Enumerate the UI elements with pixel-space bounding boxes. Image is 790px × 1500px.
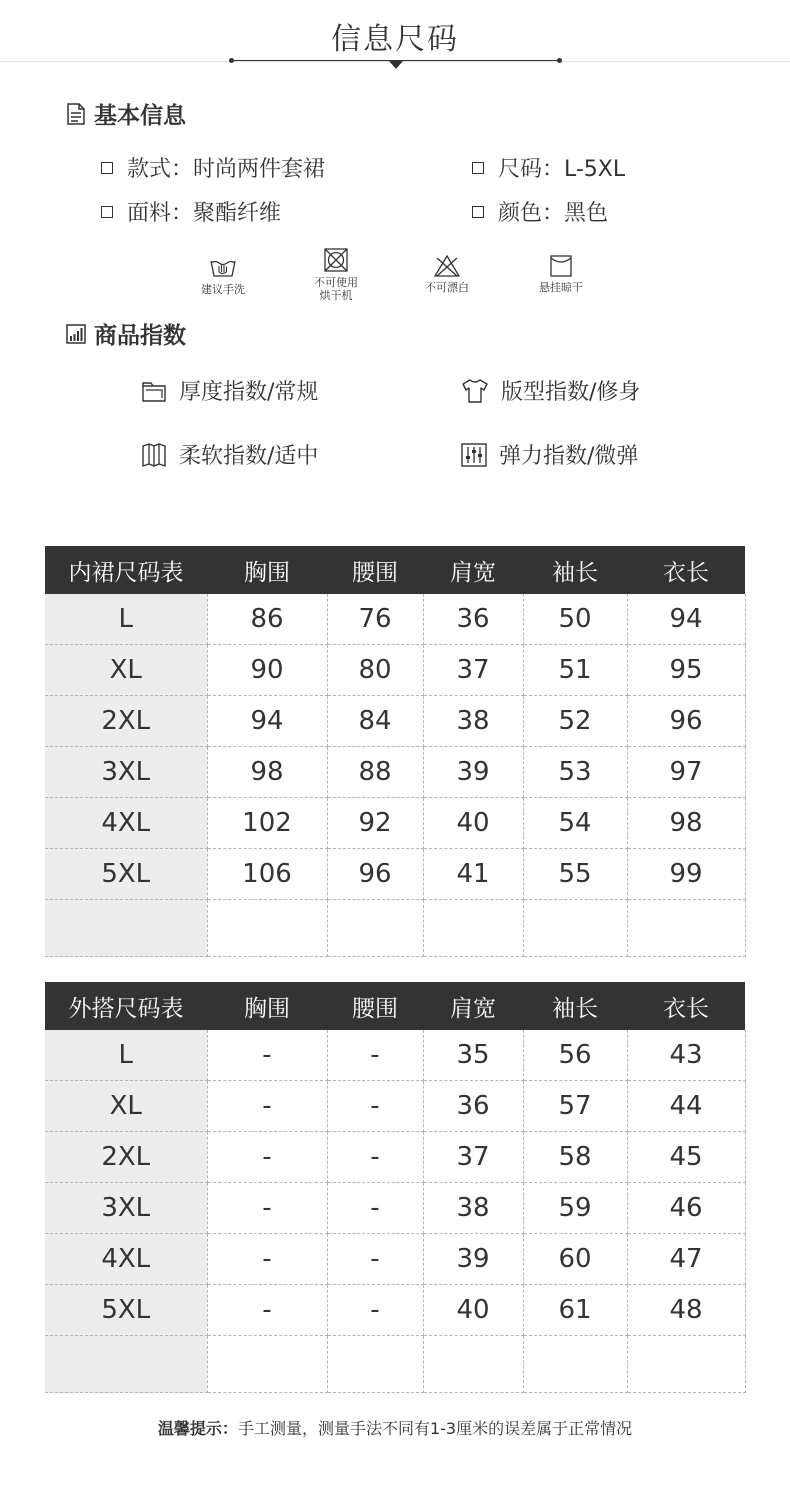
table-header-cell: 内裙尺码表 <box>45 546 207 594</box>
table-row <box>45 1132 745 1183</box>
table-cell: - <box>207 1132 327 1183</box>
care-label: 不可使用 <box>314 276 358 289</box>
table-header-row <box>45 546 745 594</box>
table-row <box>45 747 745 798</box>
table-row <box>45 798 745 849</box>
checkbox-icon <box>472 162 484 174</box>
table-cell: 59 <box>523 1183 627 1234</box>
table-cell: 106 <box>207 849 327 900</box>
info-item-color <box>472 196 608 227</box>
table-cell: 58 <box>523 1132 627 1183</box>
care-hang-dry <box>516 254 606 294</box>
title-underline-dot-left <box>229 58 234 63</box>
page-title: 信息尺码 <box>331 22 459 57</box>
tip-text: 手工测量，测量手法不同有1-3厘米的误差属于正常情况 <box>237 1419 633 1438</box>
index-text: 弹力指数/微弹 <box>499 444 639 469</box>
table-cell: 40 <box>423 798 523 849</box>
index-thickness <box>141 375 318 406</box>
table-cell: 53 <box>523 747 627 798</box>
table-cell: 98 <box>627 798 745 849</box>
care-label: 悬挂晾干 <box>539 281 583 294</box>
basic-info-heading-text: 基本信息 <box>94 103 186 129</box>
info-item-text: 款式：时尚两件套裙 <box>127 157 326 182</box>
table-header-cell: 胸围 <box>207 546 327 594</box>
table-cell <box>327 900 423 957</box>
table-cell: 46 <box>627 1183 745 1234</box>
table-cell: 76 <box>327 594 423 645</box>
index-text: 柔软指数/适中 <box>179 444 319 469</box>
table-cell: - <box>327 1132 423 1183</box>
table-cell: 88 <box>327 747 423 798</box>
table-row <box>45 1234 745 1285</box>
table-cell: 48 <box>627 1285 745 1336</box>
checkbox-icon <box>472 206 484 218</box>
table-cell: - <box>327 1285 423 1336</box>
table-row <box>45 1183 745 1234</box>
table-cell <box>207 900 327 957</box>
table-cell <box>423 1336 523 1393</box>
title-triangle-icon <box>389 61 403 69</box>
table-cell <box>45 1336 207 1393</box>
title-underline-dot-right <box>557 58 562 63</box>
table-header-cell: 衣长 <box>627 546 745 594</box>
table-cell: 90 <box>207 645 327 696</box>
care-label: 不可漂白 <box>425 281 469 294</box>
table-cell: 52 <box>523 696 627 747</box>
table-cell: 5XL <box>45 1285 207 1336</box>
table-cell <box>523 1336 627 1393</box>
table-cell: 5XL <box>45 849 207 900</box>
table-cell: 84 <box>327 696 423 747</box>
bar-chart-icon <box>66 324 86 344</box>
info-item-text: 尺码：L-5XL <box>498 157 626 182</box>
table-cell: 60 <box>523 1234 627 1285</box>
table-row <box>45 1285 745 1336</box>
table-cell: 102 <box>207 798 327 849</box>
table-header-cell: 衣长 <box>627 982 745 1030</box>
table-row <box>45 1030 745 1081</box>
table-cell: 96 <box>627 696 745 747</box>
table-row <box>45 594 745 645</box>
table-cell: 86 <box>207 594 327 645</box>
table-cell: XL <box>45 645 207 696</box>
table-cell: 35 <box>423 1030 523 1081</box>
tip-label: 温馨提示： <box>157 1419 238 1438</box>
index-text: 厚度指数/常规 <box>179 380 319 405</box>
table-cell: 3XL <box>45 1183 207 1234</box>
table-cell: 43 <box>627 1030 745 1081</box>
table-cell: 39 <box>423 747 523 798</box>
index-fit <box>461 375 640 406</box>
index-elasticity <box>461 439 638 470</box>
care-hand-wash <box>178 254 268 296</box>
table-header-cell: 肩宽 <box>423 546 523 594</box>
table-cell: 99 <box>627 849 745 900</box>
table-row <box>45 696 745 747</box>
care-label: 建议手洗 <box>201 283 245 296</box>
info-item-text: 面料：聚酯纤维 <box>127 201 282 226</box>
table-header-cell: 袖长 <box>523 982 627 1030</box>
table-cell: 2XL <box>45 696 207 747</box>
table-row <box>45 849 745 900</box>
table-header-cell: 腰围 <box>327 982 423 1030</box>
table-cell: 50 <box>523 594 627 645</box>
table-cell: 44 <box>627 1081 745 1132</box>
table-cell: 37 <box>423 1132 523 1183</box>
table-header-cell: 外搭尺码表 <box>45 982 207 1030</box>
index-softness <box>141 439 318 470</box>
table-cell: L <box>45 1030 207 1081</box>
softness-icon <box>141 442 167 468</box>
table-cell: L <box>45 594 207 645</box>
care-no-bleach <box>402 254 492 294</box>
table-cell: 96 <box>327 849 423 900</box>
inner-skirt-size-table <box>45 546 746 957</box>
table-cell <box>523 900 627 957</box>
product-index-heading-text: 商品指数 <box>94 323 186 349</box>
table-header-row <box>45 982 745 1030</box>
table-cell: 92 <box>327 798 423 849</box>
hang-dry-icon <box>549 254 573 278</box>
info-item-style <box>101 152 325 183</box>
care-label: 烘干机 <box>319 289 353 302</box>
table-header-cell: 袖长 <box>523 546 627 594</box>
table-cell: 36 <box>423 1081 523 1132</box>
elasticity-icon <box>461 443 487 467</box>
table-cell: 45 <box>627 1132 745 1183</box>
table-cell <box>627 900 745 957</box>
table-cell: - <box>327 1081 423 1132</box>
table-cell: 39 <box>423 1234 523 1285</box>
table-cell <box>627 1336 745 1393</box>
table-cell: - <box>207 1234 327 1285</box>
table-cell: 4XL <box>45 1234 207 1285</box>
outer-jacket-size-table <box>45 982 746 1393</box>
basic-info-heading <box>66 97 186 130</box>
table-cell <box>45 900 207 957</box>
checkbox-icon <box>101 162 113 174</box>
table-cell: 97 <box>627 747 745 798</box>
table-header-cell: 肩宽 <box>423 982 523 1030</box>
info-item-text: 颜色：黑色 <box>498 201 609 226</box>
table-cell: - <box>207 1081 327 1132</box>
table-cell: XL <box>45 1081 207 1132</box>
table-cell: 38 <box>423 696 523 747</box>
document-icon <box>66 103 86 125</box>
table-row-empty <box>45 900 745 957</box>
table-cell: 98 <box>207 747 327 798</box>
table-cell: 94 <box>627 594 745 645</box>
table-cell: 2XL <box>45 1132 207 1183</box>
product-index-heading <box>66 317 186 350</box>
hand-wash-icon <box>209 254 237 280</box>
table-header-cell: 胸围 <box>207 982 327 1030</box>
thickness-icon <box>141 379 167 403</box>
table-cell: - <box>207 1030 327 1081</box>
table-cell: 37 <box>423 645 523 696</box>
table-cell: - <box>327 1030 423 1081</box>
index-text: 版型指数/修身 <box>501 380 641 405</box>
info-item-fabric <box>101 196 281 227</box>
table-cell: 94 <box>207 696 327 747</box>
table-cell: 4XL <box>45 798 207 849</box>
table-cell: - <box>327 1183 423 1234</box>
tshirt-icon <box>461 378 489 404</box>
table-cell: - <box>327 1234 423 1285</box>
table-cell: - <box>207 1183 327 1234</box>
measurement-tip <box>0 1416 790 1439</box>
table-cell <box>423 900 523 957</box>
no-bleach-icon <box>433 254 461 278</box>
table-cell: - <box>207 1285 327 1336</box>
table-cell: 55 <box>523 849 627 900</box>
table-cell: 38 <box>423 1183 523 1234</box>
table-cell: 36 <box>423 594 523 645</box>
checkbox-icon <box>101 206 113 218</box>
care-no-tumble-dry <box>291 247 381 302</box>
table-cell <box>327 1336 423 1393</box>
table-cell <box>207 1336 327 1393</box>
table-cell: 47 <box>627 1234 745 1285</box>
table-cell: 80 <box>327 645 423 696</box>
table-cell: 57 <box>523 1081 627 1132</box>
table-cell: 41 <box>423 849 523 900</box>
table-cell: 56 <box>523 1030 627 1081</box>
table-cell: 3XL <box>45 747 207 798</box>
table-header-cell: 腰围 <box>327 546 423 594</box>
table-row-empty <box>45 1336 745 1393</box>
table-cell: 51 <box>523 645 627 696</box>
table-cell: 61 <box>523 1285 627 1336</box>
table-cell: 95 <box>627 645 745 696</box>
no-tumble-dry-icon <box>323 247 349 273</box>
table-row <box>45 1081 745 1132</box>
table-cell: 40 <box>423 1285 523 1336</box>
table-cell: 54 <box>523 798 627 849</box>
table-row <box>45 645 745 696</box>
info-item-size <box>472 152 625 183</box>
